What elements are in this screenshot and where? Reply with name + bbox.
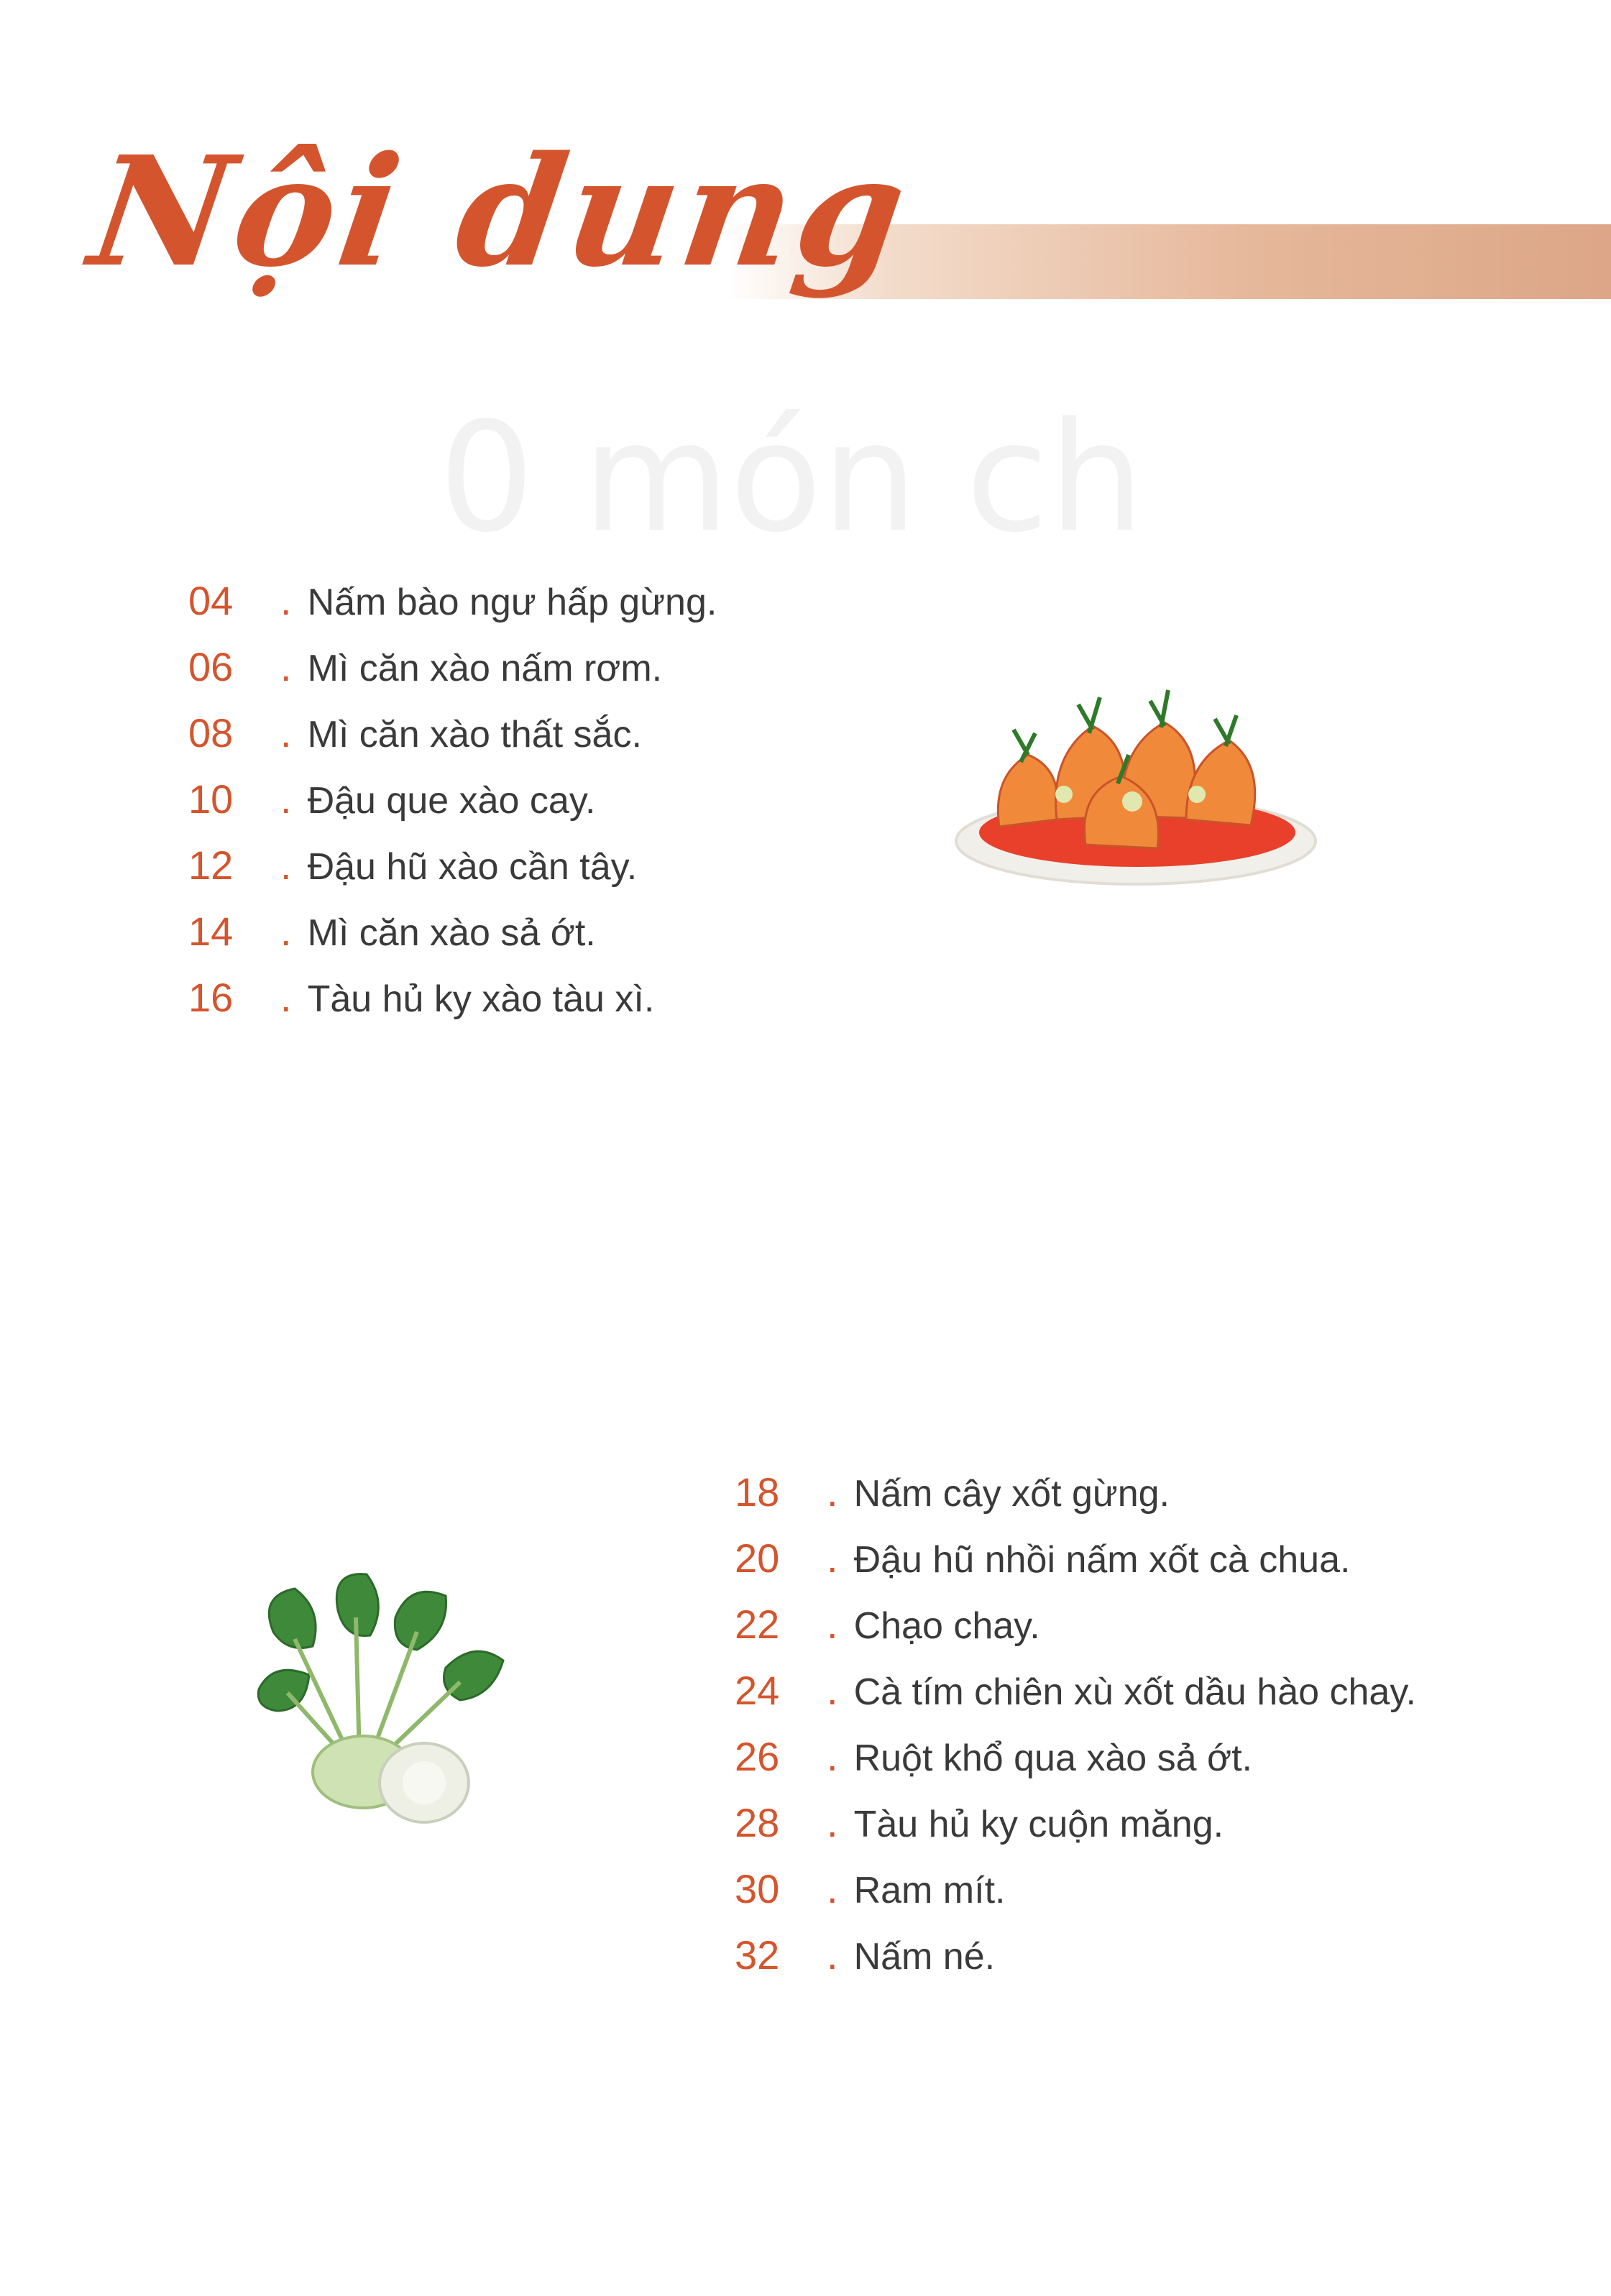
toc-page-number: 28: [735, 1800, 780, 1845]
toc-item-label: Đậu hũ nhồi nấm xốt cà chua.: [853, 1539, 1351, 1581]
toc-item[interactable]: 14 . Mì căn xào sả ớt.: [188, 899, 717, 965]
toc-item[interactable]: 16 . Tàu hủ ky xào tàu xì.: [188, 965, 717, 1031]
toc-item[interactable]: 22 . Chạo chay.: [735, 1592, 1416, 1658]
toc-list-second: [735, 1459, 1416, 1988]
toc-page-number: 06: [188, 644, 234, 689]
toc-item[interactable]: 20 . Đậu hũ nhồi nấm xốt cà chua.: [735, 1525, 1416, 1592]
toc-item[interactable]: 32 . Nấm né.: [735, 1922, 1416, 1988]
toc-item-label: Cà tím chiên xù xốt dầu hào chay.: [853, 1671, 1416, 1713]
toc-item[interactable]: 26 . Ruột khổ qua xào sả ớt.: [735, 1724, 1416, 1790]
toc-item-label: Đậu que xào cay.: [307, 780, 596, 822]
toc-item[interactable]: 04 . Nấm bào ngư hấp gừng.: [188, 568, 717, 634]
toc-item-label: Nấm né.: [853, 1936, 996, 1978]
toc-list-first: [188, 568, 717, 1031]
toc-page-number: 26: [735, 1734, 780, 1779]
toc-item-label: Nấm bào ngư hấp gừng.: [307, 582, 717, 623]
toc-page-number: 08: [188, 710, 234, 756]
toc-page-number: 10: [188, 776, 234, 822]
toc-page-number: 12: [188, 842, 234, 888]
toc-page-number: 16: [188, 975, 234, 1020]
toc-page-number: 18: [735, 1469, 780, 1515]
toc-item-label: Tàu hủ ky cuộn măng.: [853, 1804, 1224, 1845]
ghost-watermark-text: 0 món ch: [439, 390, 1144, 566]
toc-page-number: 14: [188, 909, 234, 954]
toc-item-label: Ram mít.: [853, 1870, 1006, 1911]
toc-item-label: Đậu hũ xào cần tây.: [307, 846, 638, 888]
toc-item[interactable]: 08 . Mì căn xào thất sắc.: [188, 700, 717, 766]
toc-item[interactable]: 24 . Cà tím chiên xù xốt dầu hào chay.: [735, 1658, 1416, 1724]
dish-image: [949, 647, 1323, 891]
toc-page-number: 22: [735, 1602, 780, 1647]
toc-item[interactable]: 28 . Tàu hủ ky cuộn măng.: [735, 1790, 1416, 1856]
toc-item[interactable]: 10 . Đậu que xào cay.: [188, 766, 717, 832]
toc-item-label: Tàu hủ ky xào tàu xì.: [307, 978, 655, 1020]
toc-item-label: Nấm cây xốt gừng.: [853, 1473, 1170, 1515]
toc-item[interactable]: 30 . Ram mít.: [735, 1856, 1416, 1922]
toc-item-label: Ruột khổ qua xào sả ớt.: [853, 1737, 1252, 1779]
toc-item-label: Mì căn xào nấm rơm.: [307, 648, 663, 689]
toc-item-label: Mì căn xào sả ớt.: [307, 912, 596, 954]
toc-page-number: 04: [188, 578, 234, 623]
toc-item[interactable]: 06 . Mì căn xào nấm rơm.: [188, 634, 717, 700]
toc-item-label: Mì căn xào thất sắc.: [307, 714, 642, 756]
toc-page-number: 32: [735, 1932, 780, 1978]
toc-item-label: Chạo chay.: [853, 1605, 1040, 1647]
toc-item[interactable]: 18 . Nấm cây xốt gừng.: [735, 1459, 1416, 1525]
toc-page-number: 24: [735, 1668, 780, 1713]
toc-page-number: 20: [735, 1535, 780, 1581]
kohlrabi-image: [244, 1567, 518, 1826]
page-title: Nội dung: [81, 123, 920, 300]
toc-page-number: 30: [735, 1866, 780, 1911]
toc-item[interactable]: 12 . Đậu hũ xào cần tây.: [188, 832, 717, 899]
